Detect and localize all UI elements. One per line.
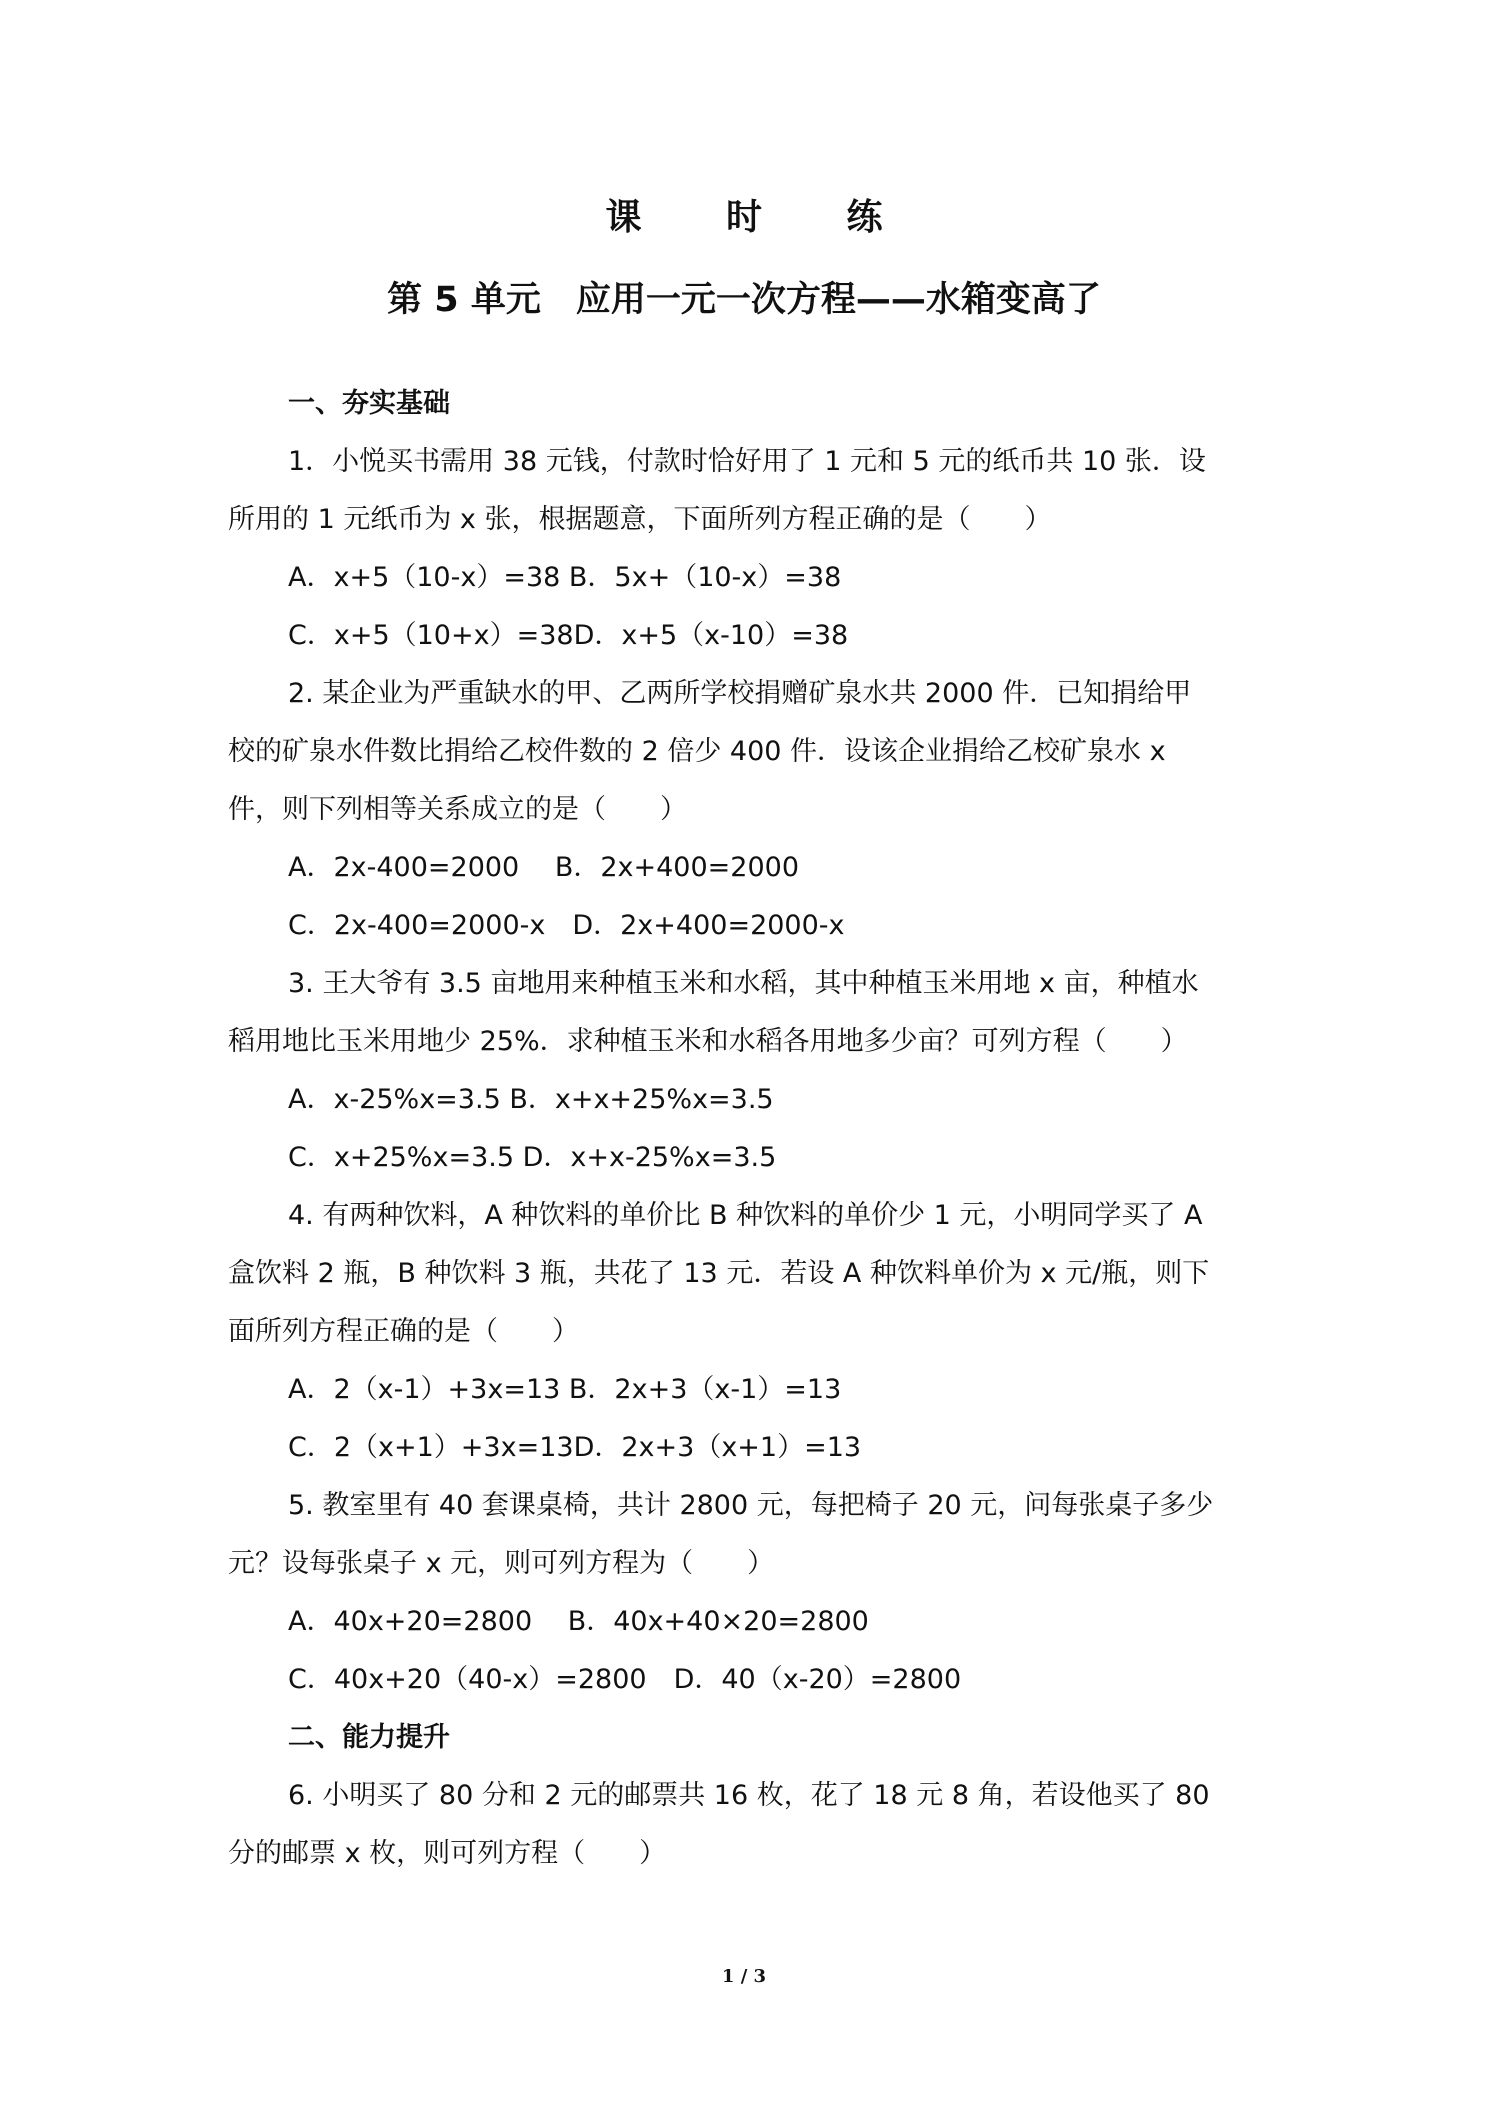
question-5-line-1: 5. 教室里有 40 套课桌椅，共计 2800 元，每把椅子 20 元，问每张桌子多少 — [288, 1490, 1214, 1521]
question-4-options-cd: C．2（x+1）+3x=13D．2x+3（x+1）=13 — [288, 1432, 862, 1463]
question-5-options-ab: A．40x+20=2800 B．40x+40×20=2800 — [288, 1606, 869, 1637]
question-4-line-3: 面所列方程正确的是（ ） — [228, 1316, 579, 1347]
question-3-line-1: 3. 王大爷有 3.5 亩地用来种植玉米和水稻，其中种植玉米用地 x 亩，种植水 — [288, 968, 1199, 999]
question-2-options-ab: A．2x-400=2000 B．2x+400=2000 — [288, 852, 799, 883]
question-6-line-1: 6. 小明买了 80 分和 2 元的邮票共 16 枚，花了 18 元 8 角，若设他买了 80 — [288, 1780, 1210, 1811]
question-2-line-2: 校的矿泉水件数比捐给乙校件数的 2 倍少 400 件．设该企业捐给乙校矿泉水 x — [228, 736, 1166, 767]
page-number: 1 / 3 — [721, 1966, 767, 1987]
question-1-options-cd: C．x+5（10+x）=38D．x+5（x-10）=38 — [288, 620, 849, 651]
question-3-options-ab: A．x-25%x=3.5 B．x+x+25%x=3.5 — [288, 1084, 774, 1115]
question-6-line-2: 分的邮票 x 枚，则可列方程（ ） — [228, 1838, 667, 1869]
page-title: 课 时 练 — [605, 197, 919, 238]
question-3-options-cd: C．x+25%x=3.5 D．x+x-25%x=3.5 — [288, 1142, 777, 1173]
section-heading-basics: 一、夯实基础 — [288, 388, 450, 419]
question-1-line-2: 所用的 1 元纸币为 x 张，根据题意，下面所列方程正确的是（ ） — [228, 504, 1052, 535]
question-4-line-1: 4. 有两种饮料，A 种饮料的单价比 B 种饮料的单价少 1 元，小明同学买了 A — [288, 1200, 1203, 1231]
question-4-options-ab: A．2（x-1）+3x=13 B．2x+3（x-1）=13 — [288, 1374, 842, 1405]
question-5-options-cd: C．40x+20（40-x）=2800 D．40（x-20）=2800 — [288, 1664, 962, 1695]
question-1-line-1: 1．小悦买书需用 38 元钱，付款时恰好用了 1 元和 5 元的纸币共 10 张．设 — [288, 446, 1206, 477]
question-4-line-2: 盒饮料 2 瓶，B 种饮料 3 瓶，共花了 13 元．若设 A 种饮料单价为 x 元/瓶，则下 — [228, 1258, 1210, 1289]
question-3-line-2: 稻用地比玉米用地少 25%．求种植玉米和水稻各用地多少亩？可列方程（ ） — [228, 1026, 1188, 1057]
question-5-line-2: 元？设每张桌子 x 元，则可列方程为（ ） — [228, 1548, 775, 1579]
unit-subtitle: 第 5 单元 应用一元一次方程——水箱变高了 — [387, 280, 1101, 320]
question-2-line-1: 2. 某企业为严重缺水的甲、乙两所学校捐赠矿泉水共 2000 件．已知捐给甲 — [288, 678, 1192, 709]
question-2-line-3: 件，则下列相等关系成立的是（ ） — [228, 794, 687, 825]
question-1-options-ab: A．x+5（10-x）=38 B．5x+（10-x）=38 — [288, 562, 842, 593]
section-heading-improvement: 二、能力提升 — [288, 1722, 450, 1753]
question-2-options-cd: C．2x-400=2000-x D．2x+400=2000-x — [288, 910, 845, 941]
